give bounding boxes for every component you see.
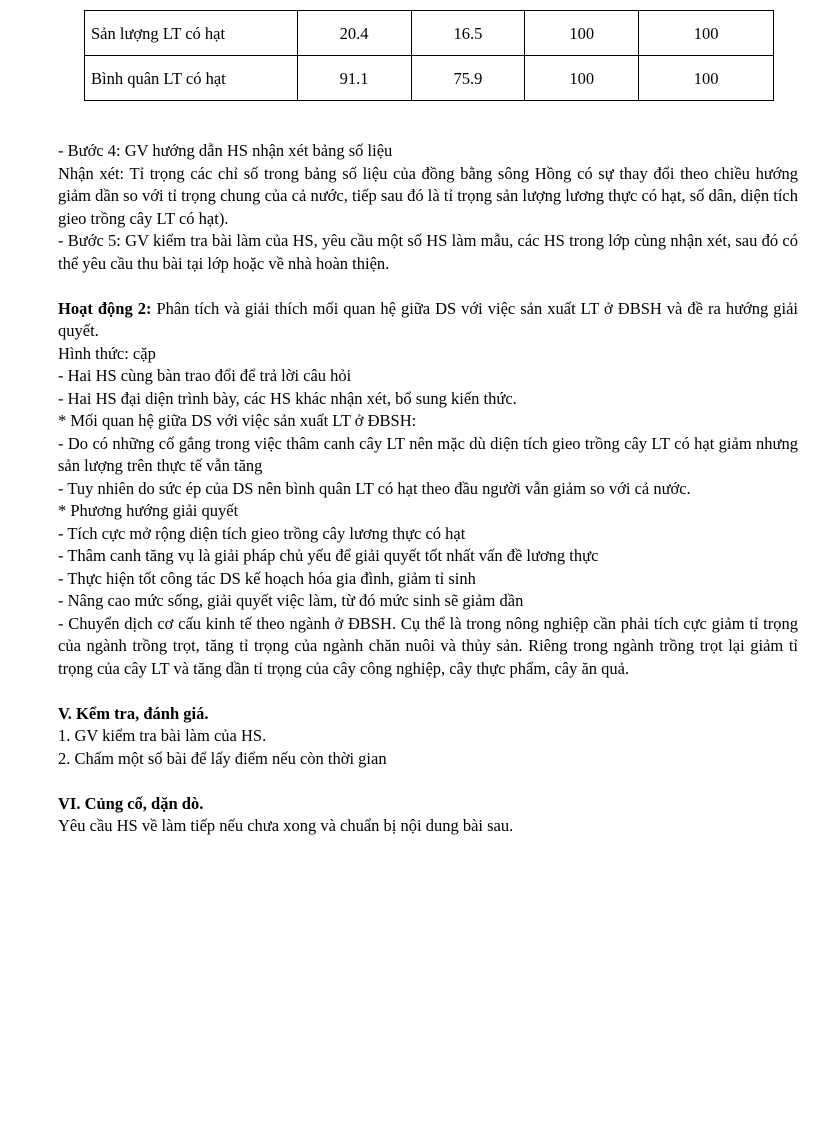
section6-text: Yêu cầu HS về làm tiếp nếu chưa xong và chuẩn bị nội dung bài sau. xyxy=(58,816,514,835)
activity2-intro xyxy=(58,298,798,343)
list-item: - Do có những cố gắng trong việc thâm canh cây LT nên mặc dù diện tích gieo trồng cây LT có hạt giảm nhưng sản lượng trên thực tế vẫn tăng xyxy=(58,433,798,475)
cell-value: 100 xyxy=(525,56,639,101)
row-label: Sản lượng LT có hạt xyxy=(85,11,298,56)
data-table xyxy=(84,10,774,101)
list-item: - Thâm canh tăng vụ là giải pháp chủ yếu để giải quyết tốt nhất vấn đề lương thực xyxy=(58,546,599,565)
table-row xyxy=(85,56,774,101)
cell-value: 16.5 xyxy=(411,11,525,56)
cell-value: 100 xyxy=(525,11,639,56)
list-item: - Tuy nhiên do sức ép của DS nên bình quân LT có hạt theo đầu người vẫn giảm so với cả nước. xyxy=(58,478,691,498)
cell-value: 100 xyxy=(639,11,774,56)
step5-line: - Bước 5: GV kiểm tra bài làm của HS, yêu cầu một số HS làm mẫu, các HS trong lớp cùng nhận xét, sau đó có thể yêu cầu thu bài tại lớp hoặc về nhà hoàn thiện. xyxy=(58,231,798,273)
row-label: Bình quân LT có hạt xyxy=(85,56,298,101)
list-item: - Chuyển dịch cơ cấu kinh tế theo ngành ở ĐBSH. Cụ thể là trong nông nghiệp cần phải tích cực giảm tỉ trọng của ngành trồng trọt, tăng tỉ trọng của ngành chăn nuôi và thủy sản. Riêng trong ngành trồng trọt lại giảm tỉ trọng của cây LT và tăng dần tỉ trọng của cây công nghiệp, cây thực phẩm, cây ăn quả. xyxy=(58,613,798,678)
section6-heading: VI. Củng cố, dặn dò. xyxy=(58,793,204,813)
table-row xyxy=(85,11,774,56)
step4-remark: Nhận xét: Tỉ trọng các chỉ số trong bảng số liệu của đồng bằng sông Hồng có sự thay đổi theo chiều hướng giảm dần so với tỉ trọng chung của cả nước, tiếp sau đó là tỉ trọng sản lượng lương thực có hạt, số dân, diện tích gieo trồng cây LT có hạt). xyxy=(58,163,798,228)
list-item: - Hai HS đại diện trình bày, các HS khác nhận xét, bổ sung kiến thức. xyxy=(58,388,517,408)
section5-heading: V. Kểm tra, đánh giá. xyxy=(58,703,209,723)
step4-line: - Bước 4: GV hướng dẫn HS nhận xét bảng số liệu xyxy=(58,141,393,160)
cell-value: 91.1 xyxy=(297,56,411,101)
cell-value: 100 xyxy=(639,56,774,101)
list-item: - Hai HS cùng bàn trao đổi để trả lời câu hỏi xyxy=(58,366,352,385)
list-item: * Phương hướng giải quyết xyxy=(58,501,239,520)
list-item: - Nâng cao mức sống, giải quyết việc làm, từ đó mức sinh sẽ giảm dần xyxy=(58,591,524,610)
cell-value: 20.4 xyxy=(297,11,411,56)
list-item: - Thực hiện tốt công tác DS kế hoạch hóa gia đình, giảm tỉ sinh xyxy=(58,568,476,588)
activity2-heading: Hoạt động 2: xyxy=(58,298,152,318)
cell-value: 75.9 xyxy=(411,56,525,101)
list-item: 2. Chấm một số bài để lấy điểm nếu còn thời gian xyxy=(58,748,387,768)
activity2-form: Hình thức: cặp xyxy=(58,343,156,363)
document-body xyxy=(58,140,798,838)
list-item: * Mối quan hệ giữa DS với việc sản xuất LT ở ĐBSH: xyxy=(58,411,417,430)
list-item: - Tích cực mở rộng diện tích gieo trồng cây lương thực có hạt xyxy=(58,523,466,543)
activity2-title: Phân tích và giải thích mối quan hệ giữa DS với việc sản xuất LT ở ĐBSH và đề ra hướng giải quyết. xyxy=(58,298,798,340)
list-item: 1. GV kiểm tra bài làm của HS. xyxy=(58,726,267,745)
